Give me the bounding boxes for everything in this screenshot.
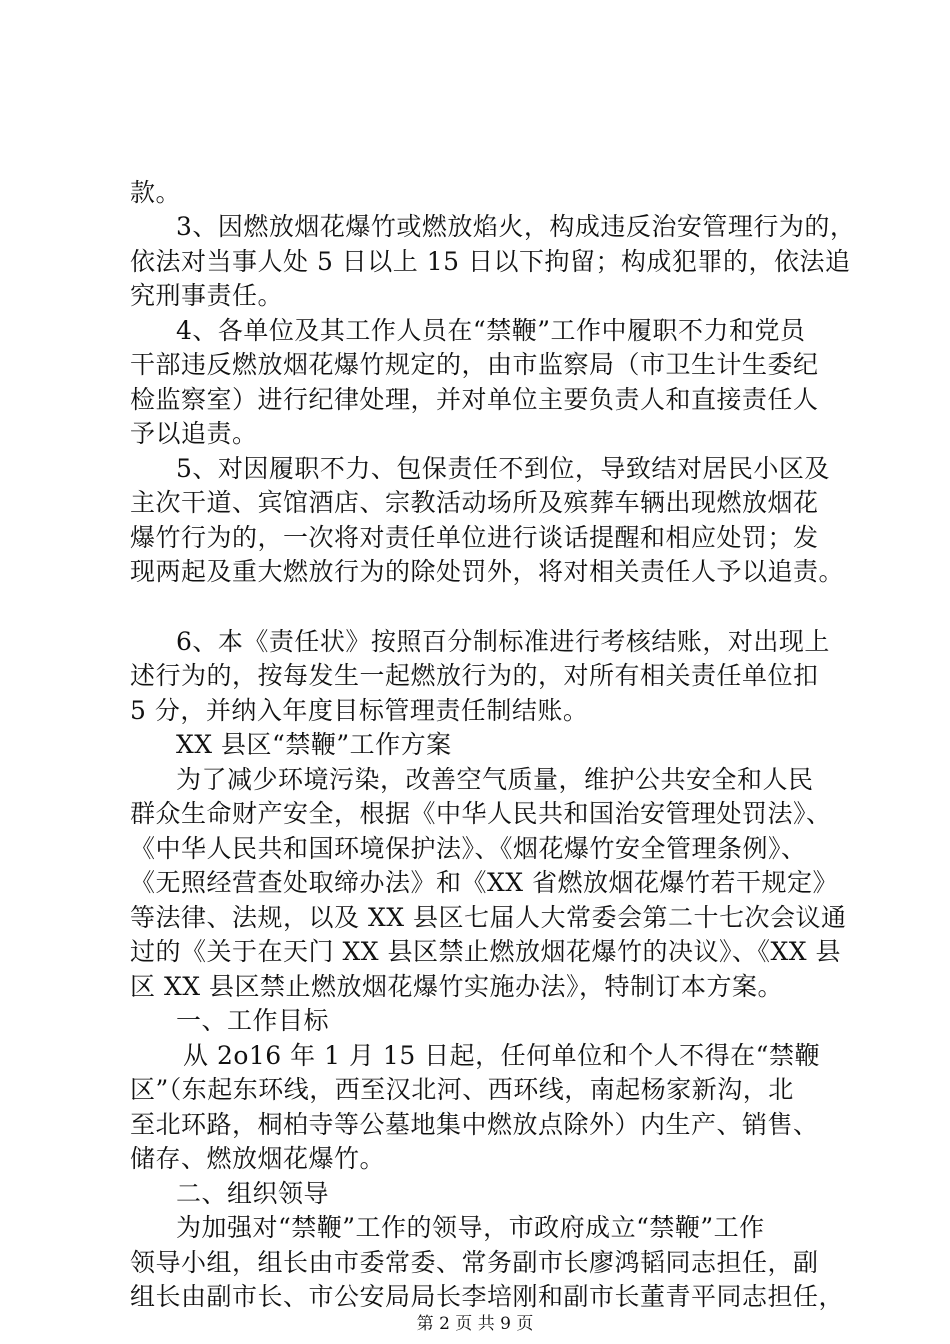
text-line: 群众生命财产安全，根据《中华人民共和国治安管理处罚法》、 <box>130 799 832 828</box>
text-line: 过的《关于在天门 XX 县区禁止燃放烟花爆竹的决议》、《XX 县 <box>130 937 842 966</box>
page-number: 第 2 页 共 9 页 <box>416 1314 534 1334</box>
text-line: 检监察室）进行纪律处理，并对单位主要负责人和直接责任人 <box>130 385 819 414</box>
text-line: 6、本《责任状》按照百分制标准进行考核结账，对出现上 <box>176 627 830 656</box>
section-heading: 二、组织领导 <box>176 1179 330 1208</box>
text-line: 述行为的，按每发生一起燃放行为的，对所有相关责任单位扣 <box>130 661 819 690</box>
text-line: 予以追责。 <box>130 419 258 448</box>
section-title: XX 县区“禁鞭”工作方案 <box>176 730 452 759</box>
text-line: 5、对因履职不力、包保责任不到位，导致结对居民小区及 <box>176 454 830 483</box>
text-line: 储存、燃放烟花爆竹。 <box>130 1144 386 1173</box>
text-line: 依法对当事人处 5 日以上 15 日以下拘留；构成犯罪的，依法追 <box>130 247 851 276</box>
text-line: 等法律、法规，以及 XX 县区七届人大常委会第二十七次会议通 <box>130 903 847 932</box>
text-line: 区”（东起东环线，西至汉北河、西环线，南起杨家新沟，北 <box>130 1075 794 1104</box>
text-line: 5 分，并纳入年度目标管理责任制结账。 <box>130 696 589 725</box>
text-line: 现两起及重大燃放行为的除处罚外，将对相关责任人予以追责。 <box>130 557 845 586</box>
text-line: 主次干道、宾馆酒店、宗教活动场所及殡葬车辆出现燃放烟花 <box>130 488 819 517</box>
text-line: 组长由副市长、市公安局局长李培刚和副市长董青平同志担任， <box>130 1282 845 1311</box>
text-line: 为加强对“禁鞭”工作的领导，市政府成立“禁鞭”工作 <box>176 1213 765 1242</box>
text-line: 《无照经营查处取缔办法》和《XX 省燃放烟花爆竹若干规定》 <box>130 868 839 897</box>
text-line: 3、因燃放烟花爆竹或燃放焰火，构成违反治安管理行为的， <box>176 212 856 241</box>
text-line: 干部违反燃放烟花爆竹规定的，由市监察局（市卫生计生委纪 <box>130 350 819 379</box>
text-line: 至北环路，桐柏寺等公墓地集中燃放点除外）内生产、销售、 <box>130 1110 819 1139</box>
text-line: 款。 <box>130 178 182 207</box>
text-line: 为了减少环境污染，改善空气质量，维护公共安全和人民 <box>176 765 814 794</box>
text-line: 《中华人民共和国环境保护法》、《烟花爆竹安全管理条例》、 <box>130 834 807 863</box>
text-line: 从 2o16 年 1 月 15 日起，任何单位和个人不得在“禁鞭 <box>183 1041 820 1070</box>
text-line: 4、各单位及其工作人员在“禁鞭”工作中履职不力和党员 <box>176 316 806 345</box>
text-line: 究刑事责任。 <box>130 281 284 310</box>
text-line: 区 XX 县区禁止燃放烟花爆竹实施办法》，特制订本方案。 <box>130 972 783 1001</box>
text-line: 领导小组，组长由市委常委、常务副市长廖鸿韬同志担任，副 <box>130 1248 819 1277</box>
section-heading: 一、工作目标 <box>176 1006 330 1035</box>
text-line: 爆竹行为的，一次将对责任单位进行谈话提醒和相应处罚；发 <box>130 523 819 552</box>
